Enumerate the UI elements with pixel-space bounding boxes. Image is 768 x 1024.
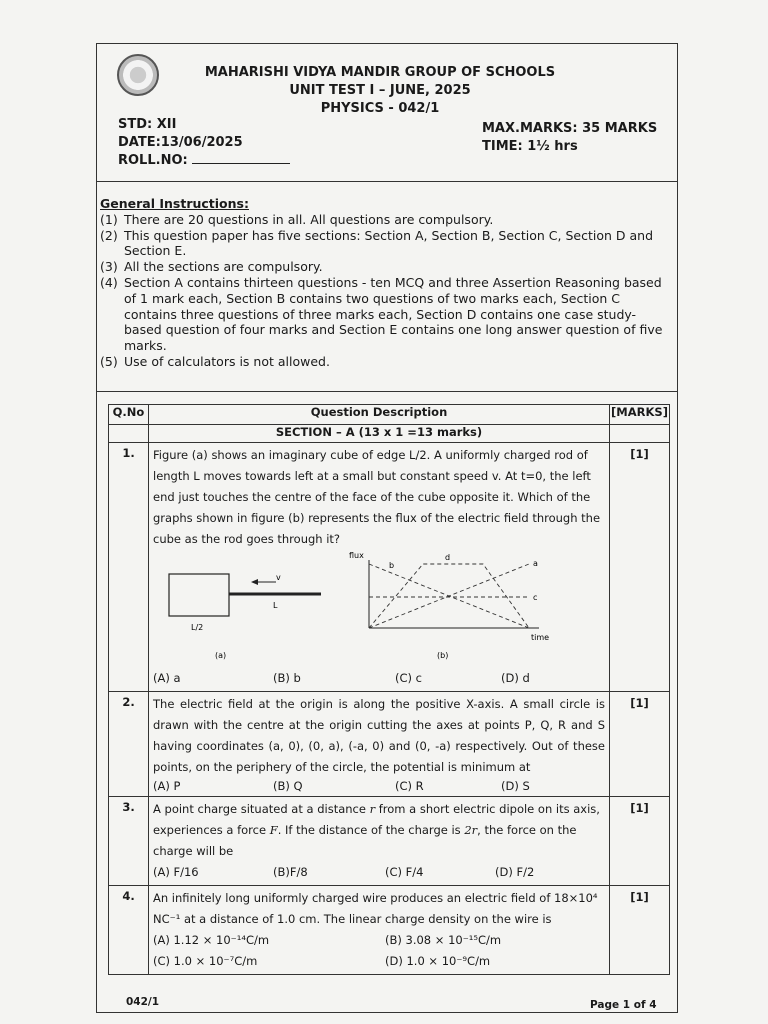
section-row [109, 425, 670, 443]
section-title: SECTION – A (13 x 1 =13 marks) [149, 425, 610, 443]
question-body [149, 886, 610, 975]
exam-header [170, 64, 590, 118]
test-name: UNIT TEST I – JUNE, 2025 [289, 83, 471, 98]
cube-label: L/2 [191, 623, 204, 632]
question-text: An infinitely long uniformly charged wire produces an electric field of 18×10⁴ NC⁻¹ at a distance of 1.0 cm. The linear charge density on the wire is [153, 891, 598, 926]
option-d: (D) 1.0 × 10⁻⁹C/m [385, 954, 491, 968]
fig-b-label: (b) [437, 651, 449, 660]
std: STD: XII [118, 117, 177, 132]
option-c: (C) F/4 [385, 865, 424, 879]
option-a: (A) F/16 [153, 865, 199, 879]
question-number: 1. [109, 443, 149, 692]
text-part: A point charge situated at a distance [153, 802, 370, 816]
cube-square [169, 574, 229, 616]
question-text: The electric field at the origin is along the positive X-axis. A small circle is drawn with the centre at the origin cutting the axes at points P, Q, R and S having coordinates (a, 0), (0, a), (-a, 0) and (0, -a) respectively. Out of these points, on the periphery of the circle, the potential is minimum at [153, 697, 605, 774]
question-marks: [1] [610, 443, 670, 692]
option-d: (D) d [501, 671, 530, 685]
question-row-2 [109, 692, 670, 797]
date: DATE:13/06/2025 [118, 135, 243, 150]
question-body [149, 797, 610, 886]
school-name: MAHARISHI VIDYA MANDIR GROUP OF SCHOOLS [204, 65, 556, 80]
instruction-num: (4) [100, 274, 118, 290]
option-c: (C) 1.0 × 10⁻⁷C/m [153, 954, 258, 968]
header-divider [97, 181, 677, 182]
fig-a-label: (a) [215, 651, 227, 660]
instruction-item [100, 259, 670, 275]
option-a: (A) a [153, 671, 181, 685]
roll-blank [192, 152, 290, 164]
curve-b [369, 564, 529, 628]
question-marks: [1] [610, 797, 670, 886]
question-body [149, 443, 610, 692]
arrow-head-icon [251, 579, 258, 585]
description-header: Question Description [149, 405, 610, 425]
instruction-text: There are 20 questions in all. All questions are compulsory. [124, 211, 494, 227]
question-row-3 [109, 797, 670, 886]
text-part: from a short electric dipole on its axis, experiences a force [153, 802, 600, 837]
question-marks: [1] [610, 692, 670, 797]
roll-no [118, 152, 290, 170]
instruction-item [100, 228, 670, 260]
question-row-1 [109, 443, 670, 692]
instruction-item [100, 354, 670, 370]
instruction-item [100, 212, 670, 228]
empty-cell [109, 425, 149, 443]
options [153, 778, 605, 794]
figure-svg [161, 550, 601, 668]
marks-time [482, 120, 657, 156]
question-number: 3. [109, 797, 149, 886]
table-header-row [109, 405, 670, 425]
options [153, 930, 605, 951]
instructions-divider [97, 391, 677, 392]
empty-cell [610, 425, 670, 443]
max-marks: MAX.MARKS: 35 MARKS [482, 121, 658, 136]
question-text [153, 799, 605, 862]
option-b: (B) Q [273, 779, 303, 793]
options [153, 951, 605, 972]
curve-b-label: b [389, 561, 395, 570]
question-table [108, 404, 670, 975]
instruction-num: (5) [100, 353, 118, 369]
subject-name: PHYSICS - 042/1 [320, 101, 440, 116]
student-info [118, 116, 290, 170]
general-instructions [100, 196, 670, 370]
option-a: (A) 1.12 × 10⁻¹⁴C/m [153, 933, 270, 947]
question-marks: [1] [610, 886, 670, 975]
text-part: , the force on the charge will be [153, 823, 577, 858]
instruction-text: All the sections are compulsory. [124, 259, 323, 275]
question-text: Figure (a) shows an imaginary cube of edge L/2. A uniformly charged rod of length L moves towards left at a small but constant speed v. At t=0, the left end just touches the centre of the face of the cube opposite it. Which of the graphs shown in figure (b) represents the flux of the electric field through the cube as the rod goes through it? [153, 448, 601, 546]
var-f: F [269, 823, 278, 837]
instruction-num: (2) [100, 227, 118, 243]
instruction-num: (3) [100, 259, 118, 275]
instructions-title: General Instructions: [100, 196, 249, 211]
instruction-text: Section A contains thirteen questions - ten MCQ and three Assertion Reasoning based of 1 mark each, Section B contains two questions of two marks each, Section C contains three questions of three marks each, Section D contains one case study-based question of four marks and Section E contains one long answer question of five marks. [124, 274, 663, 354]
text-part: . If the distance of the charge is [277, 823, 465, 837]
options [153, 668, 605, 689]
option-b: (B) b [273, 671, 301, 685]
question-body [149, 692, 610, 797]
curve-c-label: c [533, 593, 538, 602]
option-d: (D) F/2 [495, 865, 535, 879]
var-2r: 2r [464, 823, 478, 837]
var-r: r [369, 802, 376, 816]
time: TIME: 1½ hrs [482, 139, 578, 154]
qno-header: Q.No [109, 405, 149, 425]
question-number: 2. [109, 692, 149, 797]
curve-a-label: a [533, 559, 538, 568]
curve-d-label: d [445, 553, 451, 562]
option-d: (D) S [501, 779, 530, 793]
footer-code: 042/1 [126, 996, 160, 1008]
instruction-text: This question paper has five sections: Section A, Section B, Section C, Section D and Section E. [124, 227, 654, 259]
question-1-figure [153, 550, 605, 668]
marks-header: [MARKS] [610, 405, 670, 425]
school-logo [117, 54, 159, 96]
time-label: time [531, 633, 550, 642]
instruction-text: Use of calculators is not allowed. [124, 353, 330, 369]
flux-label: flux [349, 551, 364, 560]
option-b: (B) 3.08 × 10⁻¹⁵C/m [385, 933, 502, 947]
question-row-4 [109, 886, 670, 975]
instruction-item [100, 275, 670, 354]
instruction-num: (1) [100, 211, 118, 227]
option-c: (C) R [395, 779, 424, 793]
footer-page: Page 1 of 4 [590, 999, 657, 1011]
roll-label: ROLL.NO: [118, 153, 188, 168]
rod-label: L [273, 601, 278, 610]
option-c: (C) c [395, 671, 422, 685]
option-a: (A) P [153, 779, 181, 793]
question-number: 4. [109, 886, 149, 975]
options [153, 862, 605, 883]
v-label: v [276, 573, 281, 582]
option-b: (B)F/8 [273, 865, 308, 879]
